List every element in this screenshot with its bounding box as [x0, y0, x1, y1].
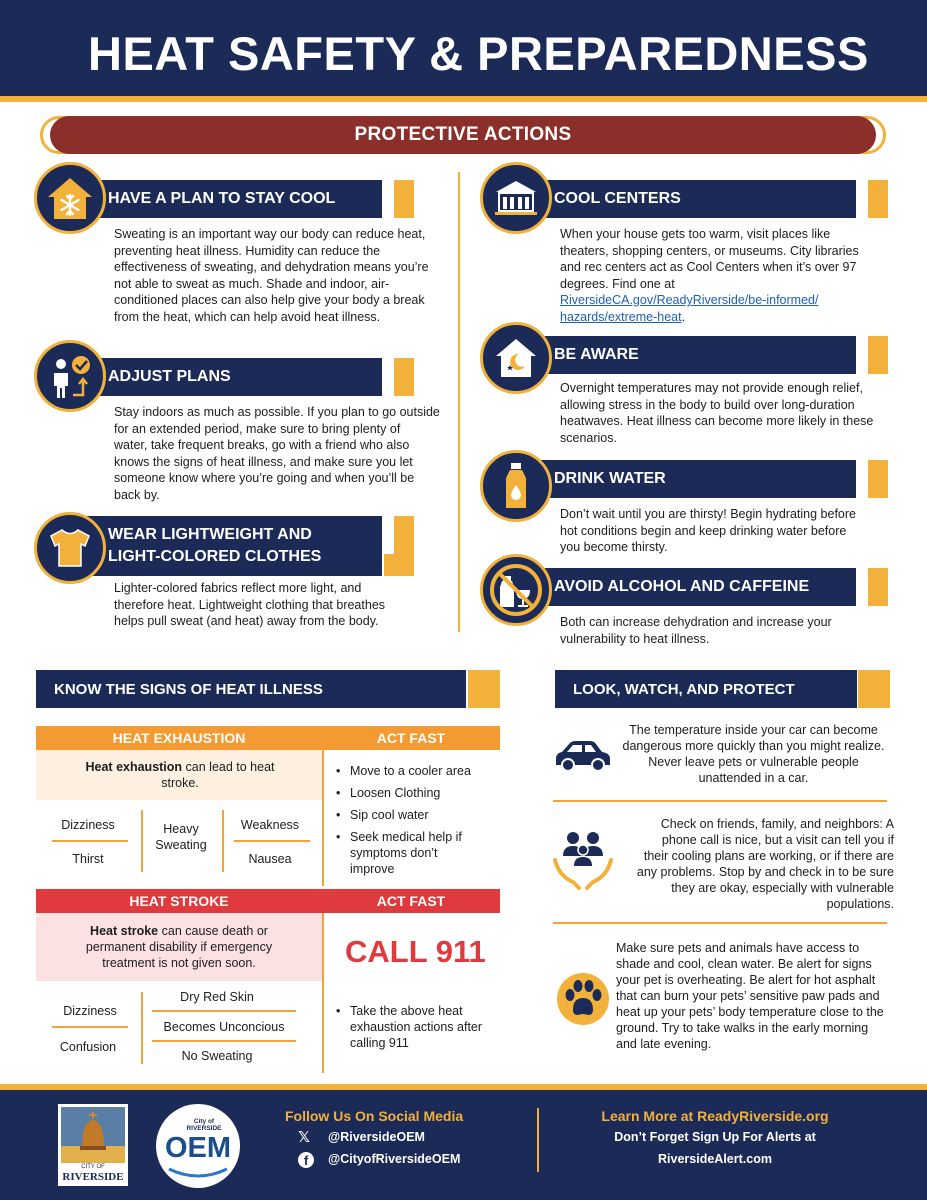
body-line: When your house gets too warm, visit places like [560, 227, 831, 241]
heat-stroke-header: HEAT STROKE [36, 889, 322, 913]
lead-text: stroke. [161, 776, 199, 790]
lead-text: treatment is not given soon. [102, 956, 256, 970]
extreme-heat-link[interactable] [560, 293, 818, 324]
lwp-title: LOOK, WATCH, AND PROTECT [573, 680, 795, 698]
footer-divider [537, 1108, 539, 1172]
symptom-rule [152, 1010, 296, 1012]
car-text [616, 722, 891, 786]
facebook-icon: f [298, 1152, 314, 1168]
body-line: vulnerability to heat illness. [560, 631, 710, 646]
exhaustion-lead [60, 759, 300, 791]
lwp-rule [553, 922, 887, 924]
section-body [114, 226, 454, 325]
body-line: Lighter-colored fabrics reflect more light, and [114, 581, 362, 595]
body-line: Sweating is an important way our body can reduce heat, [114, 227, 426, 241]
body-line: you become thirsty. [560, 540, 668, 554]
gold-square [384, 516, 414, 576]
oem-logo [156, 1104, 240, 1188]
x-handle[interactable]: @RiversideOEM [328, 1130, 425, 1144]
section-title: BE AWARE [554, 346, 639, 363]
gold-square [858, 336, 888, 374]
symptom-rule [52, 1026, 128, 1028]
body-line: Overnight temperatures may not provide enough relief, [560, 381, 863, 395]
lwp-line: that can burn your pets’ sensitive paw pads and [616, 989, 880, 1003]
section-body [560, 380, 890, 446]
gold-square [384, 358, 414, 396]
alerts-link[interactable]: RiversideAlert.com [658, 1152, 772, 1166]
section-title: COOL CENTERS [554, 190, 681, 207]
paw-icon [556, 972, 610, 1031]
action-item [350, 829, 490, 877]
act-fast-header: ACT FAST [322, 889, 500, 913]
section-stay-cool [34, 180, 454, 330]
section-title: ADJUST PLANS [108, 368, 231, 385]
body-line: theaters, shopping centers, or museums. City libraries [560, 243, 859, 258]
symptom-dizziness: Dizziness [61, 818, 115, 832]
section-title-bar [74, 516, 382, 576]
building-icon [480, 162, 552, 234]
body-line: and rec centers act as Cool Centers when it’s over 97 [560, 260, 857, 274]
water-bottle-icon [480, 450, 552, 522]
lead-text: permanent disability if emergency [85, 940, 273, 954]
symptom-text: Sweating [155, 838, 207, 852]
body-line: back by. [114, 487, 160, 502]
protective-actions-banner: PROTECTIVE ACTIONS [50, 116, 876, 154]
stroke-lead [52, 923, 306, 971]
body-line: Stay indoors as much as possible. If you plan to go outside [114, 405, 440, 419]
lwp-line: any problems. Stop by and check in to be sure [636, 865, 894, 879]
footer [0, 1090, 927, 1200]
body-line: preventing heat illness. Humidity can reduce the [114, 243, 381, 258]
gold-square [468, 670, 500, 708]
pets-text [616, 940, 892, 1052]
learn-more[interactable]: Learn More at ReadyRiverside.org [601, 1108, 829, 1124]
symptom-rule [152, 1040, 296, 1042]
section-clothes [34, 516, 454, 636]
body-line: allowing stress in the body to build over long-duration [560, 397, 855, 412]
house-snowflake-icon [34, 162, 106, 234]
lwp-line: heat up your pets’ body temperature close to the [616, 1005, 884, 1019]
page-header [0, 0, 927, 96]
symptom-weakness: Weakness [240, 818, 300, 832]
lwp-line: and late evening. [616, 1037, 712, 1051]
action-item: • Loosen Clothing [350, 785, 440, 801]
body-line: helps pull sweat (and heat) away from the body. [114, 614, 379, 628]
column-divider [458, 172, 460, 632]
shirt-icon [34, 512, 106, 584]
section-title: HAVE A PLAN TO STAY COOL [108, 190, 336, 207]
follow-label: Follow Us On Social Media [285, 1108, 464, 1124]
section-adjust-plans [34, 358, 454, 508]
page-title: HEAT SAFETY & PREPAREDNESS [88, 27, 869, 80]
action-text: improve [350, 862, 395, 876]
no-alcohol-icon [480, 554, 552, 626]
lwp-line: shade and cool, clean water. Be alert for signs [616, 957, 872, 971]
lwp-rule [553, 800, 887, 802]
section-body [114, 580, 454, 630]
symptom-rule [234, 840, 310, 842]
lwp-line: phone call is nice, but a visit can tell you if [661, 833, 894, 847]
body-line: Both can increase dehydration and increase your [560, 615, 832, 629]
lwp-title-bar [555, 670, 857, 708]
section-body [560, 226, 890, 325]
action-text: symptoms don’t [350, 846, 438, 860]
action-text: calling 911 [350, 1036, 409, 1050]
lwp-line: dangerous more quickly than you might realize. [622, 739, 885, 753]
oem-small-label: City of RIVERSIDE [186, 1118, 222, 1132]
city-of-label: CITY OF [81, 1164, 105, 1170]
signs-title: KNOW THE SIGNS OF HEAT ILLNESS [54, 680, 323, 698]
body-line: knows the signs of heat illness, and make sure you let [114, 454, 413, 469]
lead-bold: Heat stroke [90, 924, 159, 938]
alerts-line-1: Don’t Forget Sign Up For Alerts at [614, 1130, 816, 1144]
action-item: • Move to a cooler area [350, 763, 471, 779]
section-title-bar [520, 460, 856, 498]
car-icon [552, 737, 614, 778]
people-hands-icon [552, 828, 614, 897]
action-item [350, 1003, 500, 1051]
section-title: AVOID ALCOHOL AND CAFFEINE [554, 578, 810, 595]
body-line: from the heat, which can help avoid heat illness. [114, 309, 381, 324]
body-line: effectiveness of sweating, and dehydration means you’re [114, 260, 429, 274]
link-text: hazards/extreme-heat [560, 309, 682, 324]
lwp-line: ground. Try to take walks in the early morning [616, 1021, 869, 1035]
symptom-no-sweating: No Sweating [181, 1049, 253, 1063]
body-line: . [681, 309, 686, 324]
section-title: DRINK WATER [554, 470, 666, 487]
lwp-line: their cooling plans are working, or if there are [643, 849, 894, 863]
house-moon-icon [480, 322, 552, 394]
act-fast-header: ACT FAST [322, 726, 500, 750]
symptom-heavy-sweating [143, 821, 219, 853]
body-line: for an extended period, make sure to bring plenty of [114, 421, 401, 436]
lwp-line: your pet is overheating. Be alert for hot asphalt [616, 973, 876, 987]
body-line: Don’t wait until you are thirsty! Begin hydrating before [560, 507, 856, 521]
section-title-bar [74, 180, 382, 218]
city-logo [58, 1104, 128, 1186]
body-line: someone know where you’re going and when you’ll be [114, 471, 415, 485]
symptom-dry-red-skin: Dry Red Skin [180, 990, 254, 1004]
lwp-line: populations. [826, 897, 894, 911]
action-text: Seek medical help if [350, 830, 462, 844]
people-text [614, 816, 894, 912]
gold-square [384, 180, 414, 218]
body-line: not able to sweat as much. Shade and indoor, air- [114, 276, 390, 291]
oem-label: OEM [164, 1132, 232, 1164]
section-title-bar [74, 358, 382, 396]
lwp-line: Check on friends, family, and neighbors: A [660, 817, 894, 831]
signs-title-bar [36, 670, 466, 708]
symptom-unconscious: Becomes Unconcious [163, 1020, 285, 1034]
lead-bold: Heat exhaustion [85, 760, 183, 774]
section-title-line: LIGHT-COLORED CLOTHES [108, 548, 322, 565]
section-avoid-alcohol [480, 568, 900, 658]
call-911: CALL 911 [345, 934, 486, 969]
link-text: RiversideCA.gov/ReadyRiverside/be-informed/ [560, 293, 819, 307]
lwp-line: unattended in a car. [698, 771, 809, 785]
heat-exhaustion-header: HEAT EXHAUSTION [36, 726, 322, 750]
body-line: scenarios. [560, 430, 617, 445]
action-item: • Sip cool water [350, 807, 429, 823]
symptom-thirst: Thirst [72, 852, 104, 866]
section-body [560, 506, 890, 556]
gold-square [858, 460, 888, 498]
body-line: water, take frequent breaks, go with a friend who also [114, 438, 410, 452]
symptom-divider [141, 992, 143, 1064]
facebook-handle[interactable]: @CityofRiversideOEM [328, 1152, 461, 1166]
lwp-line: Make sure pets and animals have access to [616, 941, 860, 955]
symptom-nausea: Nausea [248, 852, 292, 866]
table-divider [322, 750, 324, 886]
body-line: degrees. Find one at [560, 276, 675, 291]
section-drink-water [480, 460, 900, 560]
action-text: Take the above heat [350, 1004, 463, 1018]
section-title-bar [520, 568, 856, 606]
section-body [560, 614, 890, 647]
symptom-dizziness: Dizziness [63, 1004, 117, 1018]
action-text: exhaustion actions after [350, 1020, 483, 1034]
bell-icon [60, 1106, 126, 1164]
symptom-text: Heavy [163, 822, 199, 836]
body-line: heatwaves. Heat illness can become more likely in these [560, 414, 874, 428]
lwp-line: Never leave pets or vulnerable people [648, 755, 859, 769]
symptom-divider [222, 810, 224, 872]
gold-square [858, 568, 888, 606]
section-be-aware [480, 336, 900, 456]
body-line: conditioned places can also help give your body a break [114, 293, 425, 307]
section-title-bar [520, 180, 856, 218]
lwp-line: they are okay, especially with vulnerable [671, 881, 894, 895]
body-line: therefore heat. Lightweight clothing that breathes [114, 597, 386, 612]
person-checkmark-icon [34, 340, 106, 412]
lead-text: can lead to heat [182, 760, 275, 774]
lead-text: can cause death or [158, 924, 268, 938]
section-body [114, 404, 464, 503]
gold-square [858, 670, 890, 708]
symptom-rule [52, 840, 128, 842]
section-title-line: WEAR LIGHTWEIGHT AND [108, 526, 312, 543]
gold-square [858, 180, 888, 218]
header-gold-rule [0, 96, 927, 102]
oem-swoosh-icon [167, 1166, 229, 1178]
section-cool-centers [480, 180, 900, 330]
table-divider [322, 913, 324, 1073]
city-seal-name: RIVERSIDE [62, 1171, 124, 1183]
section-title-bar [520, 336, 856, 374]
lwp-line: The temperature inside your car can become [629, 723, 878, 737]
body-line: hot conditions begin and keep drinking water before [560, 523, 847, 538]
symptom-confusion: Confusion [59, 1040, 117, 1054]
x-icon: 𝕏 [298, 1129, 311, 1146]
